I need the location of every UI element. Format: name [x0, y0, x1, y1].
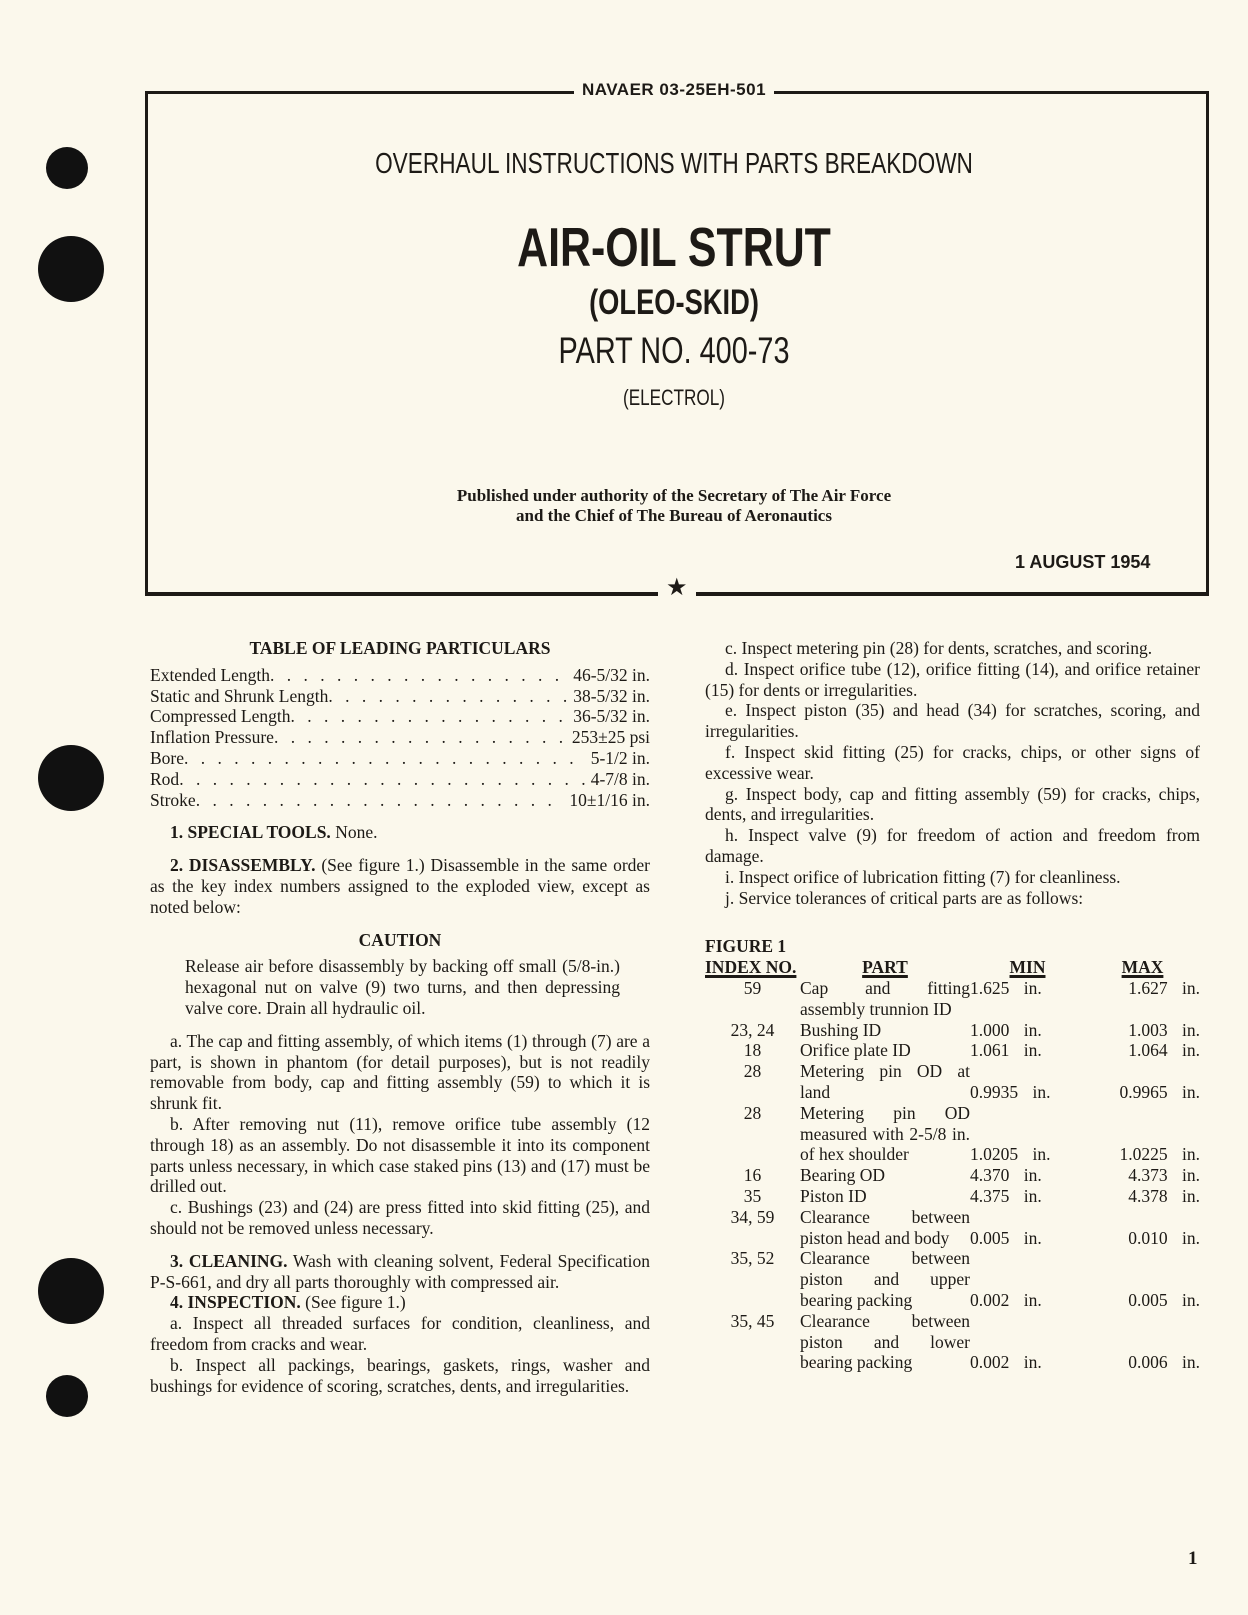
page-number: 1: [1188, 1548, 1198, 1569]
leader-dots: [196, 790, 566, 811]
unit: in.: [1182, 1352, 1200, 1373]
index-cell: 35, 45: [730, 1310, 775, 1331]
punch-hole: [38, 236, 104, 302]
max-cell: [1085, 1248, 1200, 1310]
index-cell: 16: [743, 1165, 762, 1186]
paragraph: b. Inspect all packings, bearings, gaskets, rings, washer and bushings for evidence of scoring, scratches, dents, and irregularities.: [150, 1354, 650, 1396]
max-value: 4.373: [1128, 1165, 1168, 1186]
part-header: [800, 936, 970, 978]
section-heading: 2. DISASSEMBLY.: [170, 855, 316, 876]
unit: in.: [1182, 1227, 1200, 1248]
particular-row: [150, 686, 650, 707]
max-cell: [1085, 1020, 1200, 1041]
tolerance-table: [705, 936, 1200, 1373]
particular-value: 46-5/32 in.: [573, 664, 650, 685]
part-cell: Metering pin OD at land: [800, 1061, 970, 1102]
part-cell: Clearance between piston head and body: [800, 1206, 970, 1248]
max-cell: [1085, 1165, 1200, 1186]
min-value: 0.005: [970, 1227, 1010, 1248]
particular-row: [150, 790, 650, 811]
particular-label: Compressed Length: [150, 706, 291, 727]
section-text: (See figure 1.): [305, 1292, 406, 1313]
min-value: 4.375: [970, 1185, 1010, 1206]
min-value: 0.9935: [970, 1081, 1019, 1102]
min-cell: [970, 1248, 1085, 1310]
subtitle: OVERHAUL INSTRUCTIONS WITH PARTS BREAKDOWN: [375, 148, 973, 180]
part-cell: Clearance between piston and lower bearing packing: [800, 1310, 970, 1373]
section-heading: 4. INSPECTION.: [170, 1292, 301, 1313]
paragraph: e. Inspect piston (35) and head (34) for scratches, scoring, and irregularities.: [705, 700, 1200, 742]
section-4: [150, 1292, 650, 1313]
unit: in.: [1023, 977, 1042, 998]
section-text: Wash with cleaning solvent, Federal Specification P-S-661, and dry all parts thoroughly with compressed air.: [150, 1250, 650, 1292]
max-value: 0.006: [1128, 1352, 1168, 1373]
unit: in.: [1023, 1165, 1042, 1186]
authority: [0, 486, 1248, 526]
punch-hole: [38, 745, 104, 811]
particulars-heading: TABLE OF LEADING PARTICULARS: [249, 638, 551, 658]
max-value: 4.378: [1128, 1185, 1168, 1206]
part-cell: Bushing ID: [800, 1019, 882, 1040]
paragraph: b. After removing nut (11), remove orifice tube assembly (12 through 18) as an assembly. Do not disassemble it into its component parts unless necessary, in which case staked pins (13) and (17) must be drilled out.: [150, 1113, 650, 1197]
min-cell: [970, 1165, 1085, 1186]
index-cell: 28: [743, 1061, 762, 1082]
table-row: [705, 1248, 1200, 1310]
part-cell: Cap and fitting assembly trunnion ID: [800, 977, 970, 1019]
leader-dots: [328, 686, 569, 707]
unit: in.: [1182, 977, 1200, 998]
right-column: [705, 638, 1200, 1373]
index-cell: 28: [743, 1102, 762, 1123]
table-row: [705, 1186, 1200, 1207]
unit: in.: [1182, 1081, 1200, 1102]
min-cell: [970, 1207, 1085, 1249]
part-cell: Orifice plate ID: [800, 1040, 911, 1061]
title: AIR-OIL STRUT: [517, 216, 831, 278]
unit: in.: [1023, 1185, 1042, 1206]
min-value: 1.000: [970, 1019, 1010, 1040]
unit: in.: [1023, 1040, 1042, 1061]
unit: in.: [1032, 1081, 1051, 1102]
section-heading: 1. SPECIAL TOOLS.: [170, 822, 331, 843]
max-label: MAX: [1121, 957, 1164, 978]
particular-value: 253±25 psi: [571, 727, 650, 748]
punch-hole: [46, 1375, 88, 1417]
index-header: [705, 936, 800, 978]
table-row: [705, 1311, 1200, 1373]
part-cell: Bearing OD: [800, 1165, 886, 1186]
paragraph: f. Inspect skid fitting (25) for cracks, chips, or other signs of excessive wear.: [705, 741, 1200, 783]
min-cell: [970, 1311, 1085, 1373]
paragraph: j. Service tolerances of critical parts are as follows:: [725, 887, 1084, 908]
table-row: [705, 1040, 1200, 1061]
particular-value: 36-5/32 in.: [573, 706, 650, 727]
particular-row: [150, 665, 650, 686]
min-value: 0.002: [970, 1289, 1010, 1310]
max-value: 1.627: [1128, 977, 1168, 998]
particular-row: [150, 706, 650, 727]
particular-row: [150, 769, 650, 790]
leader-dots: [290, 706, 569, 727]
section-1: [150, 822, 650, 843]
index-cell: 18: [743, 1040, 762, 1061]
index-cell: 35: [743, 1185, 762, 1206]
paragraph: c. Inspect metering pin (28) for dents, scratches, and scoring.: [725, 638, 1153, 658]
min-header: [970, 936, 1085, 978]
table-row: [705, 1103, 1200, 1165]
section-3: [150, 1251, 650, 1293]
max-cell: [1085, 1040, 1200, 1061]
max-value: 0.010: [1128, 1227, 1168, 1248]
paragraph: g. Inspect body, cap and fitting assembly (59) for cracks, chips, dents, and irregularities.: [705, 783, 1200, 825]
max-header: [1085, 936, 1200, 978]
authority-line: and the Chief of The Bureau of Aeronautics: [516, 506, 832, 525]
part-label: PART: [862, 957, 908, 978]
min-cell: [970, 1020, 1085, 1041]
particular-label: Static and Shrunk Length: [150, 685, 329, 706]
part-cell: Piston ID: [800, 1185, 867, 1206]
max-cell: [1085, 1207, 1200, 1249]
min-value: 1.625: [970, 977, 1010, 998]
document-number-text: NAVAER 03-25EH-501: [574, 80, 774, 99]
index-cell: 59: [743, 977, 762, 998]
min-value: 1.061: [970, 1040, 1010, 1061]
max-value: 0.005: [1128, 1289, 1168, 1310]
figure-label: FIGURE 1: [705, 936, 787, 957]
leader-dots: [184, 748, 587, 769]
particular-label: Inflation Pressure: [150, 727, 274, 748]
unit: in.: [1023, 1289, 1042, 1310]
max-cell: [1085, 1186, 1200, 1207]
table-row: [705, 1020, 1200, 1041]
particular-label: Stroke: [150, 789, 196, 810]
min-cell: [970, 978, 1085, 1020]
max-cell: [1085, 1103, 1200, 1165]
unit: in.: [1182, 1185, 1200, 1206]
caution-heading: CAUTION: [358, 929, 442, 950]
index-cell: 23, 24: [730, 1019, 775, 1040]
leader-dots: [274, 727, 568, 748]
authority-line: Published under authority of the Secretary of The Air Force: [456, 486, 892, 505]
min-value: 4.370: [970, 1165, 1010, 1186]
particular-value: 5-1/2 in.: [590, 747, 650, 768]
min-cell: [970, 1061, 1085, 1103]
max-cell: [1085, 1311, 1200, 1373]
min-cell: [970, 1186, 1085, 1207]
table-row: [705, 1061, 1200, 1103]
title-paren: (OLEO-SKID): [589, 283, 759, 322]
min-value: 0.002: [970, 1352, 1010, 1373]
particular-value: 4-7/8 in.: [590, 768, 650, 789]
section-text: (See figure 1.) Disassemble in the same order as the key index numbers assigned to the exploded view, except as noted below:: [150, 855, 650, 917]
punch-hole: [46, 147, 88, 189]
paragraph: a. The cap and fitting assembly, of which items (1) through (7) are a part, is shown in phantom (for detail purposes), but is not readily removable from body, cap and fitting assembly (59) to which it is shrunk fit.: [150, 1030, 650, 1114]
particular-value: 10±1/16 in.: [569, 789, 650, 810]
particular-label: Rod: [150, 768, 180, 789]
paragraph: a. Inspect all threaded surfaces for condition, cleanliness, and freedom from cracks and wear.: [150, 1313, 650, 1354]
section-text: None.: [335, 822, 378, 843]
particular-row: [150, 748, 650, 769]
max-value: 1.0225: [1119, 1144, 1168, 1165]
index-cell: 34, 59: [730, 1206, 775, 1227]
min-cell: [970, 1040, 1085, 1061]
unit: in.: [1023, 1352, 1042, 1373]
particulars-table: [150, 665, 650, 811]
unit: in.: [1182, 1144, 1200, 1165]
min-label: MIN: [1009, 957, 1046, 978]
table-row: [705, 978, 1200, 1020]
manufacturer: (ELECTROL): [622, 385, 726, 410]
table-row: [705, 1207, 1200, 1249]
index-cell: 35, 52: [730, 1248, 775, 1269]
publication-date: 1 AUGUST 1954: [1015, 552, 1151, 572]
particular-label: Bore: [150, 747, 185, 768]
max-cell: [1085, 978, 1200, 1020]
leader-dots: [179, 769, 587, 790]
section-2: [150, 855, 650, 917]
part-cell: Metering pin OD measured with 2-5/8 in. of hex shoulder: [800, 1102, 970, 1165]
particular-row: [150, 727, 650, 748]
paragraph: d. Inspect orifice tube (12), orifice fitting (14), and orifice retainer (15) for dents or irregularities.: [705, 658, 1200, 700]
particular-label: Extended Length: [150, 664, 271, 685]
max-value: 0.9965: [1119, 1081, 1168, 1102]
left-column: [150, 638, 650, 1396]
paragraph: c. Bushings (23) and (24) are press fitted into skid fitting (25), and should not be removed unless necessary.: [150, 1197, 650, 1238]
min-cell: [970, 1103, 1085, 1165]
unit: in.: [1032, 1144, 1051, 1165]
unit: in.: [1023, 1227, 1042, 1248]
max-cell: [1085, 1061, 1200, 1103]
particular-value: 38-5/32 in.: [573, 685, 650, 706]
paragraph: i. Inspect orifice of lubrication fitting (7) for cleanliness.: [725, 866, 1121, 887]
min-value: 1.0205: [970, 1144, 1019, 1165]
max-value: 1.064: [1128, 1040, 1168, 1061]
leader-dots: [270, 665, 569, 686]
index-label: INDEX NO.: [705, 957, 797, 978]
max-value: 1.003: [1128, 1019, 1168, 1040]
caution-text: Release air before disassembly by backing off small (5/8-in.) hexagonal nut on valve (9) two turns, and then depressing valve core. Drain all hydraulic oil.: [185, 956, 620, 1018]
part-number: PART NO. 400-73: [558, 330, 790, 371]
document-number: [0, 80, 1248, 100]
paragraph: h. Inspect valve (9) for freedom of action and freedom from damage.: [705, 825, 1200, 866]
unit: in.: [1182, 1040, 1200, 1061]
unit: in.: [1023, 1019, 1042, 1040]
table-row: [705, 1165, 1200, 1186]
star-icon: ★: [658, 576, 696, 600]
unit: in.: [1182, 1019, 1200, 1040]
unit: in.: [1182, 1289, 1200, 1310]
unit: in.: [1182, 1165, 1200, 1186]
punch-hole: [38, 1258, 104, 1324]
section-heading: 3. CLEANING.: [170, 1250, 288, 1271]
part-cell: Clearance between piston and upper bearing packing: [800, 1248, 970, 1310]
